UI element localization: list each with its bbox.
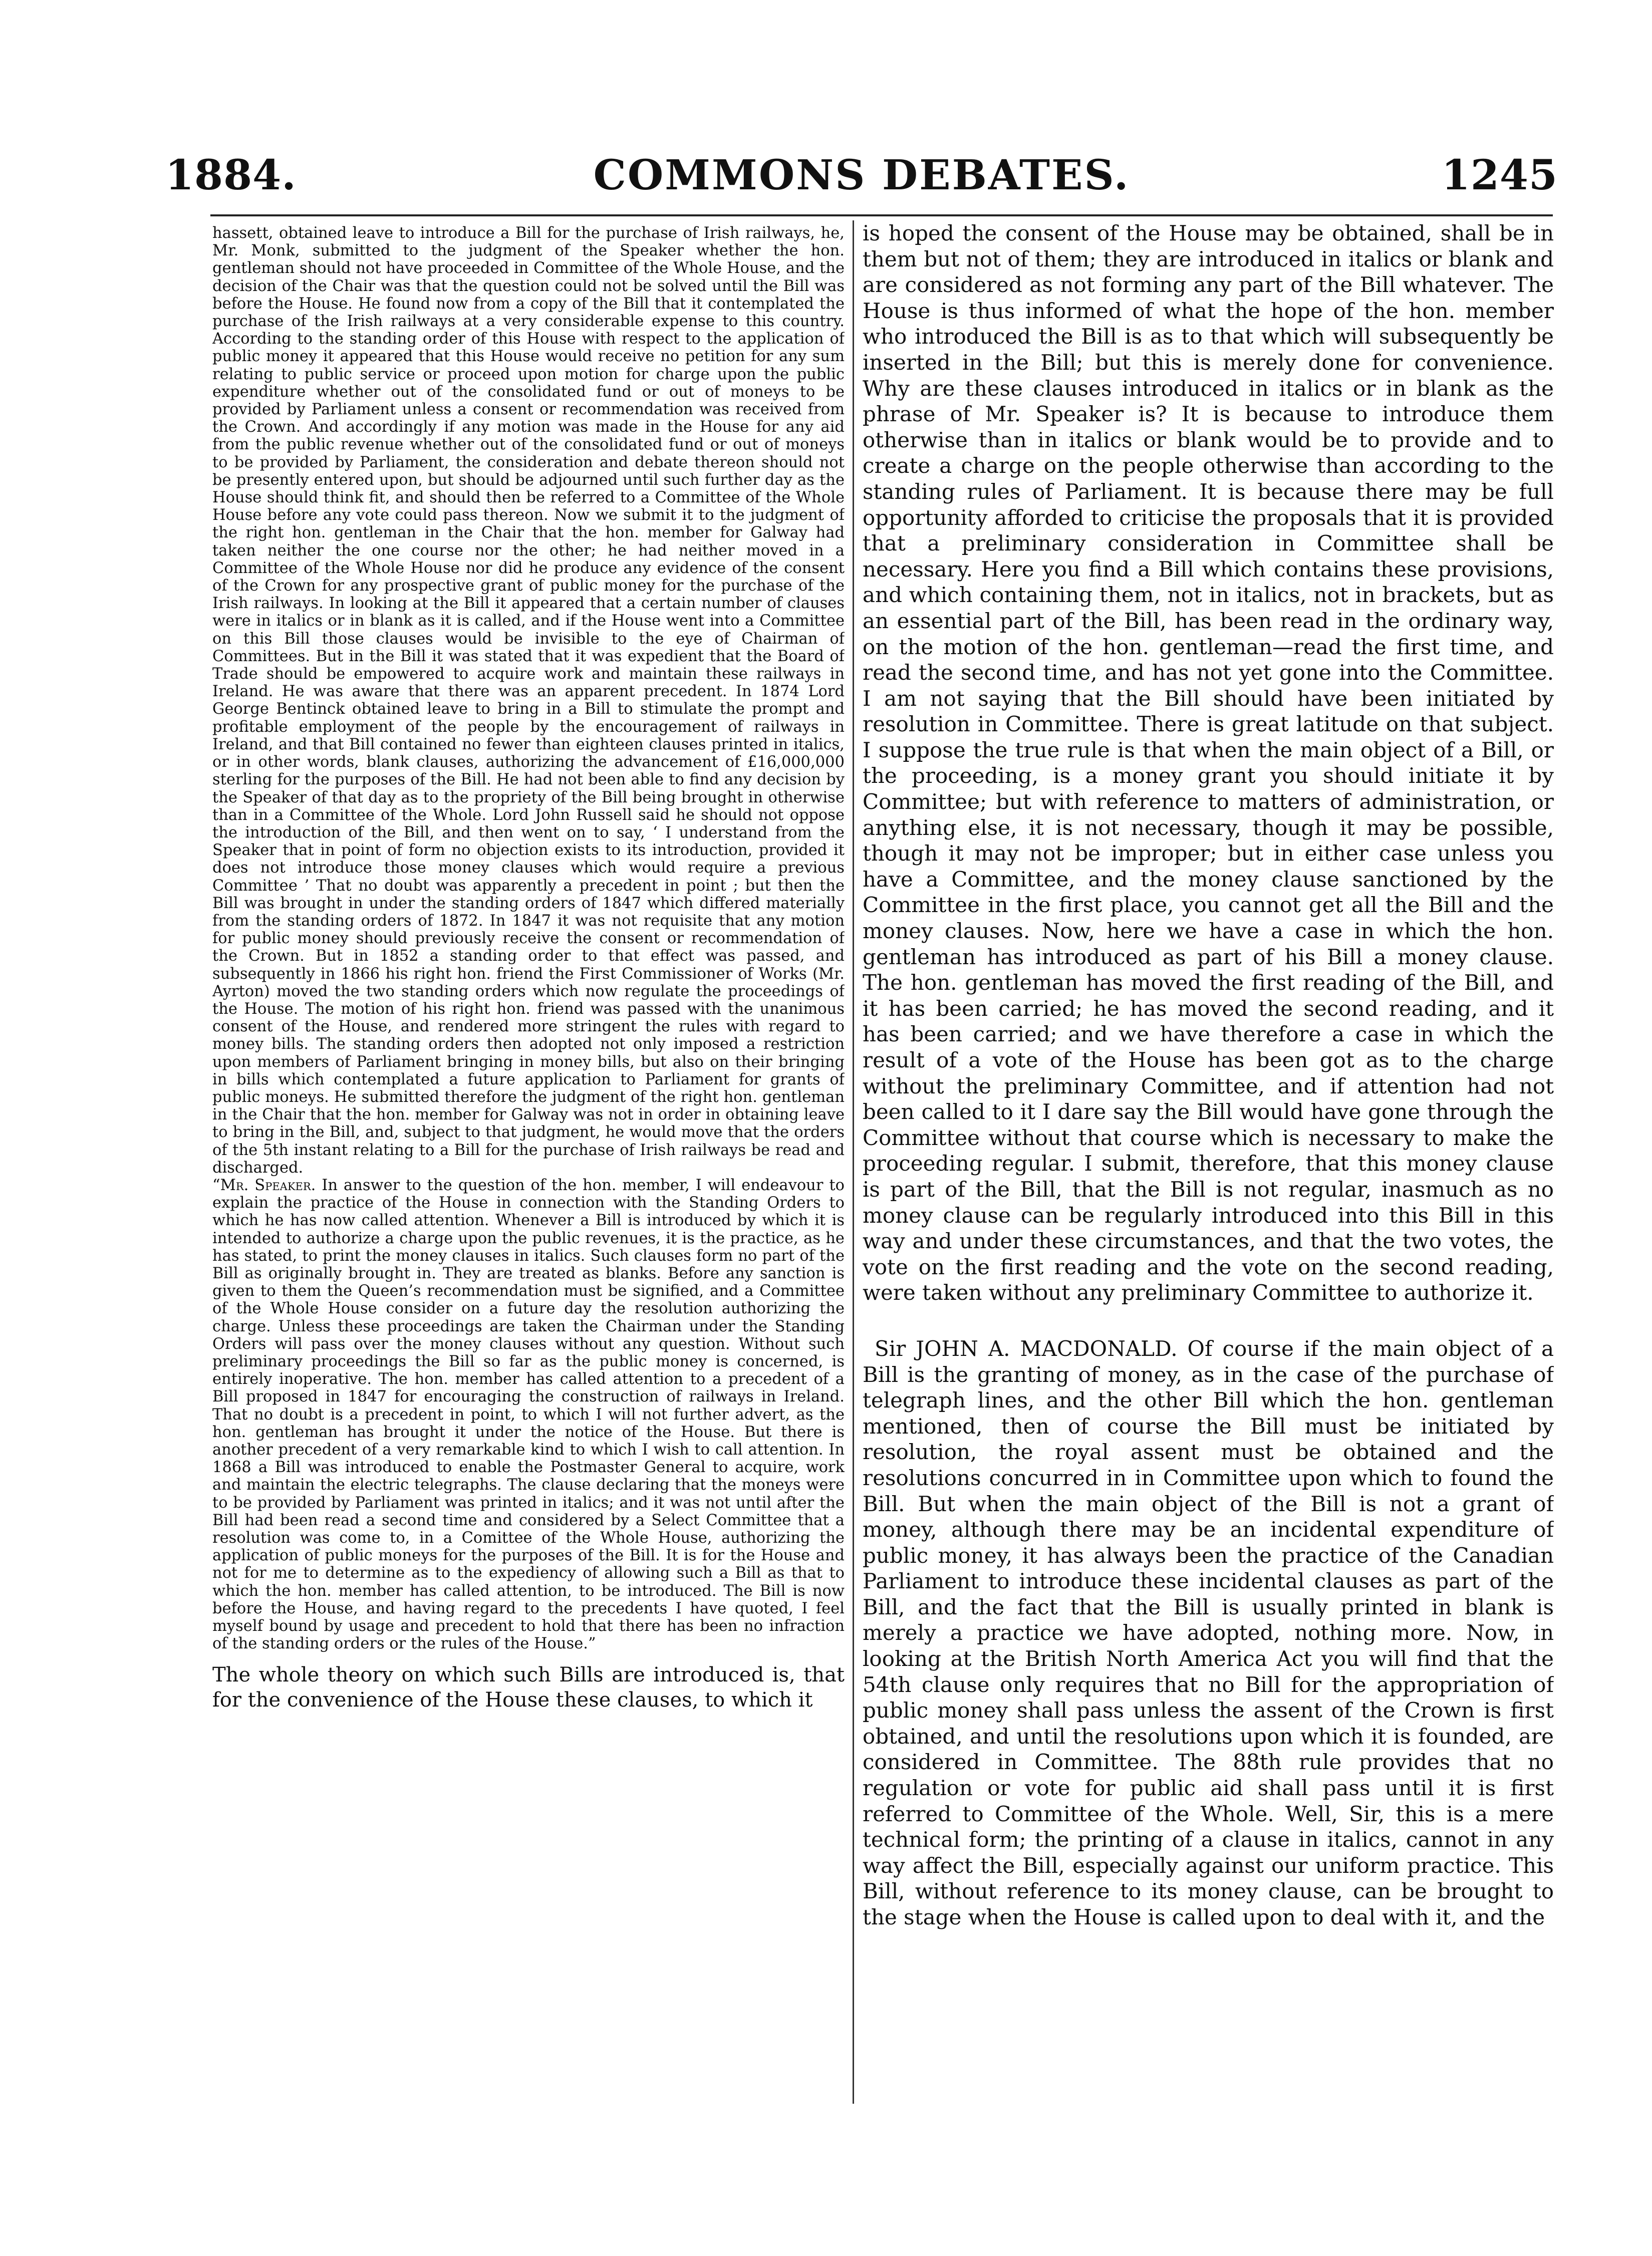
left-paragraph-2-text: In answer to the question of the hon. member, I will endeavour to explain the practice of the House in connection with the Standing Orders to which he has now called attention. Whenever a Bill is introduced by which it is intended to authorize a charge upon the public revenues, it is the practice, as he has stated, to print the money clauses in italics. Such clauses form no part of the Bill as originally brought in. They are treated as blanks. Before any sanction is given to them the Queen’s recommendation must be signified, and a Committee of the Whole House consider on a future day the resolution authorizing the charge. Unless these proceedings are taken the Chairman under the Standing Orders will pass over the money clauses without any question. Without such preliminary proceedings the Bill so far as the public money is concerned, is entirely inoperative. The hon. member has called attention to a precedent of a Bill proposed in 1847 for encouraging the construction of railways in Ireland. That no doubt is a precedent in point, to which I will not further advert, as the hon. gentleman has brought it under the notice of the House. But there is another precedent of a very remarkable kind to which I wish to call attention. In 1868 a Bill was introduced to enable the Postmaster General to acquire, work and maintain the electric telegraphs. The clause declaring that the moneys were to be provided by Parliament was printed in italics; and it was not until after the Bill had been read a second time and considered by a Select Committee that a resolution was come to, in a Comittee of the Whole House, authorizing the application of public moneys for the purposes of the Bill. It is for the House and not for me to determine as to the expediency of allowing such a Bill as that to which the hon. member has called attention, to be introduced. The Bill is now before the House, and having regard to the precedents I have quoted, I feel myself bound by usage and precedent to hold that there has been no infraction of the standing orders or the rules of the House.” — [212, 1176, 845, 1653]
header-rule — [210, 214, 1553, 216]
right-paragraph-1: is hoped the consent of the House may be obtained, shall be in them but not of them; they are introduced in italics or blank and are considered as not forming any part of the Bill whatever. The House is thus informed of what the hope of the hon. member who introduced the Bill is as to that which will subsequently be inserted in the Bill; but this is merely done for convenience. Why are these clauses introduced in italics or in blank as the phrase of Mr. Speaker is? It is because to introduce them otherwise than in italics or blank would be to provide and to create a charge on the people otherwise than according to the standing rules of Parliament. It is because there may be full opportunity afforded to criticise the proposals that it is provided that a preliminary consideration in Committee shall be necessary. Here you find a Bill which contains these provisions, and which containing them, not in italics, not in brackets, but as an essential part of the Bill, has been read in the ordinary way, on the motion of the hon. gentleman—read the first time, and read the second time, and has not yet gone into the Committee. I am not saying that the Bill should have been initiated by resolution in Committee. There is great latitude on that subject. I suppose the true rule is that when the main object of a Bill, or the proceeding, is a money grant you should initiate it by Committee; but with reference to matters of administration, or anything else, it is not necessary, though it may be possible, though it may not be improper; but in either case unless you have a Committee, and the money clause sanctioned by the Committee in the first place, you cannot get all the Bill and the money clauses. Now, here we have a case in which the hon. gentleman has introduced as part of his Bill a money clause. The hon. gentleman has moved the first reading of the Bill, and it has been carried; he has moved the second reading, and it has been carried; and we have therefore a case in which the result of a vote of the House has been got as to the charge without the preliminary Committee, and if attention had not been called to it I dare say the Bill would have gone through the Committee without that course which is necessary to make the proceeding regular. I submit, therefore, that this money clause is part of the Bill, that the Bill is not regular, inasmuch as no money clause can be regularly introduced into this Bill in this way and under these circumstances, and that the two votes, the vote on the first reading and the vote on the second reading, were taken without any preliminary Committee to authorize it. — [863, 221, 1554, 1305]
right-column — [863, 220, 1554, 2104]
header-title: COMMONS DEBATES. — [593, 151, 1130, 199]
column-divider — [853, 220, 854, 2104]
left-paragraph-1: hassett, obtained leave to introduce a Bill for the purchase of Irish railways, he, Mr. Monk, submitted to the judgment of the Speaker whether the hon. gentleman should not have proceeded in Committee of the Whole House, and the decision of the Chair was that the question could not be solved until the Bill was before the House. He found now from a copy of the Bill that it contemplated the purchase of the Irish railways at a very considerable expense to this country. According to the standing order of this House with respect to the application of public money it appeared that this House would receive no petition for any sum relating to public service or proceed upon motion for charge upon the public expenditure whether out of the consolidated fund or out of moneys to be provided by Parliament unless a consent or recommendation was received from the Crown. And accordingly if any motion was made in the House for any aid from the public revenue whether out of the consolidated fund or out of moneys to be provided by Parliament, the consideration and debate thereon should not be presently entered upon, but should be adjourned until such further day as the House should think fit, and should then be referred to a Committee of the Whole House before any vote could pass thereon. Now we submit it to the judgment of the right hon. gentleman in the Chair that the hon. member for Galway had taken neither the one course nor the other; he had neither moved in a Committee of the Whole House nor did he produce any evidence of the consent of the Crown for any prospective grant of public money for the purchase of the Irish railways. In looking at the Bill it appeared that a certain number of clauses were in italics or in blank as it is called, and if the House went into a Committee on this Bill those clauses would be invisible to the eye of Chairman of Committees. But in the Bill it was stated that it was expedient that the Board of Trade should be empowered to acquire work and maintain these railways in Ireland. He was aware that there was an apparent precedent. In 1874 Lord George Bentinck obtained leave to bring in a Bill to stimulate the prompt and profitable employment of the people by the encouragement of railways in Ireland, and that Bill contained no fewer than eighteen clauses printed in italics, or in other words, blank clauses, authorizing the advancement of £16,000,000 sterling for the purposes of the Bill. He had not been able to find any decision by the Speaker of that day as to the propriety of the Bill being brought in otherwise than in a Committee of the Whole. Lord John Russell said he should not oppose the introduction of the Bill, and then went on to say, ‘ I understand from the Speaker that in point of form no objection exists to its introduction, provided it does not introduce those money clauses which would require a previous Committee ’ That no doubt was apparently a precedent in point ; but then the Bill was brought in under the standing orders of 1847 which differed materially from the standing orders of 1872. In 1847 it was not requisite that any motion for public money should previously receive the consent or recommendation of the Crown. But in 1852 a standing order to that effect was passed, and subsequently in 1866 his right hon. friend the First Commissioner of Works (Mr. Ayrton) moved the two standing orders which now regulate the proceedings of the House. The motion of his right hon. friend was passed with the unanimous consent of the House, and rendered more stringent the rules with regard to money bills. The standing orders then adopted not only imposed a restriction upon members of Parliament bringing in money bills, but also on their bringing in bills which contemplated a future application to Parliament for grants of public moneys. He submitted therefore the judgment of the right hon. gentleman in the Chair that the hon. member for Galway was not in order in obtaining leave to bring in the Bill, and, subject to that judgment, he would move that the orders of the 5th instant relating to a Bill for the purchase of Irish railways be read and discharged. — [212, 224, 845, 1177]
header-year: 1884. — [165, 151, 297, 199]
left-column — [212, 224, 845, 2108]
left-paragraph-2 — [212, 1177, 845, 1652]
page-header — [165, 145, 1558, 205]
header-page-number: 1245 — [1441, 151, 1558, 199]
right-paragraph-2: Sir JOHN A. MACDONALD. Of course if the main object of a Bill is the granting of money, as in the case of the purchase of telegraph lines, and the other Bill which the hon. gentleman mentioned, then of course the Bill must be initiated by resolution, the royal assent must be obtained and the resolutions concurred in in Committee upon which to found the Bill. But when the main object of the Bill is not a grant of money, although there may be an incidental expenditure of public money, it has always been the practice of the Canadian Parliament to introduce these incidental clauses as part of the Bill, and the fact that the Bill is usually printed in blank is merely a practice we have adopted, nothing more. Now, in looking at the British North America Act you will find that the 54th clause only requires that no Bill for the appropriation of public money shall pass unless the assent of the Crown is first obtained, and until the resolutions upon which it is founded, are considered in Committee. The 88th rule provides that no regulation or vote for public aid shall pass until it is first referred to Committee of the Whole. Well, Sir, this is a mere technical form; the printing of a clause in italics, cannot in any way affect the Bill, especially against our uniform practice. This Bill, without reference to its money clause, can be brought to the stage when the House is called upon to deal with it, and the — [863, 1336, 1554, 1929]
speaker-label: “Mr. Speaker. — [212, 1176, 316, 1194]
left-paragraph-3: The whole theory on which such Bills are introduced is, that for the convenience of the House these clauses, to which it — [212, 1663, 845, 1712]
